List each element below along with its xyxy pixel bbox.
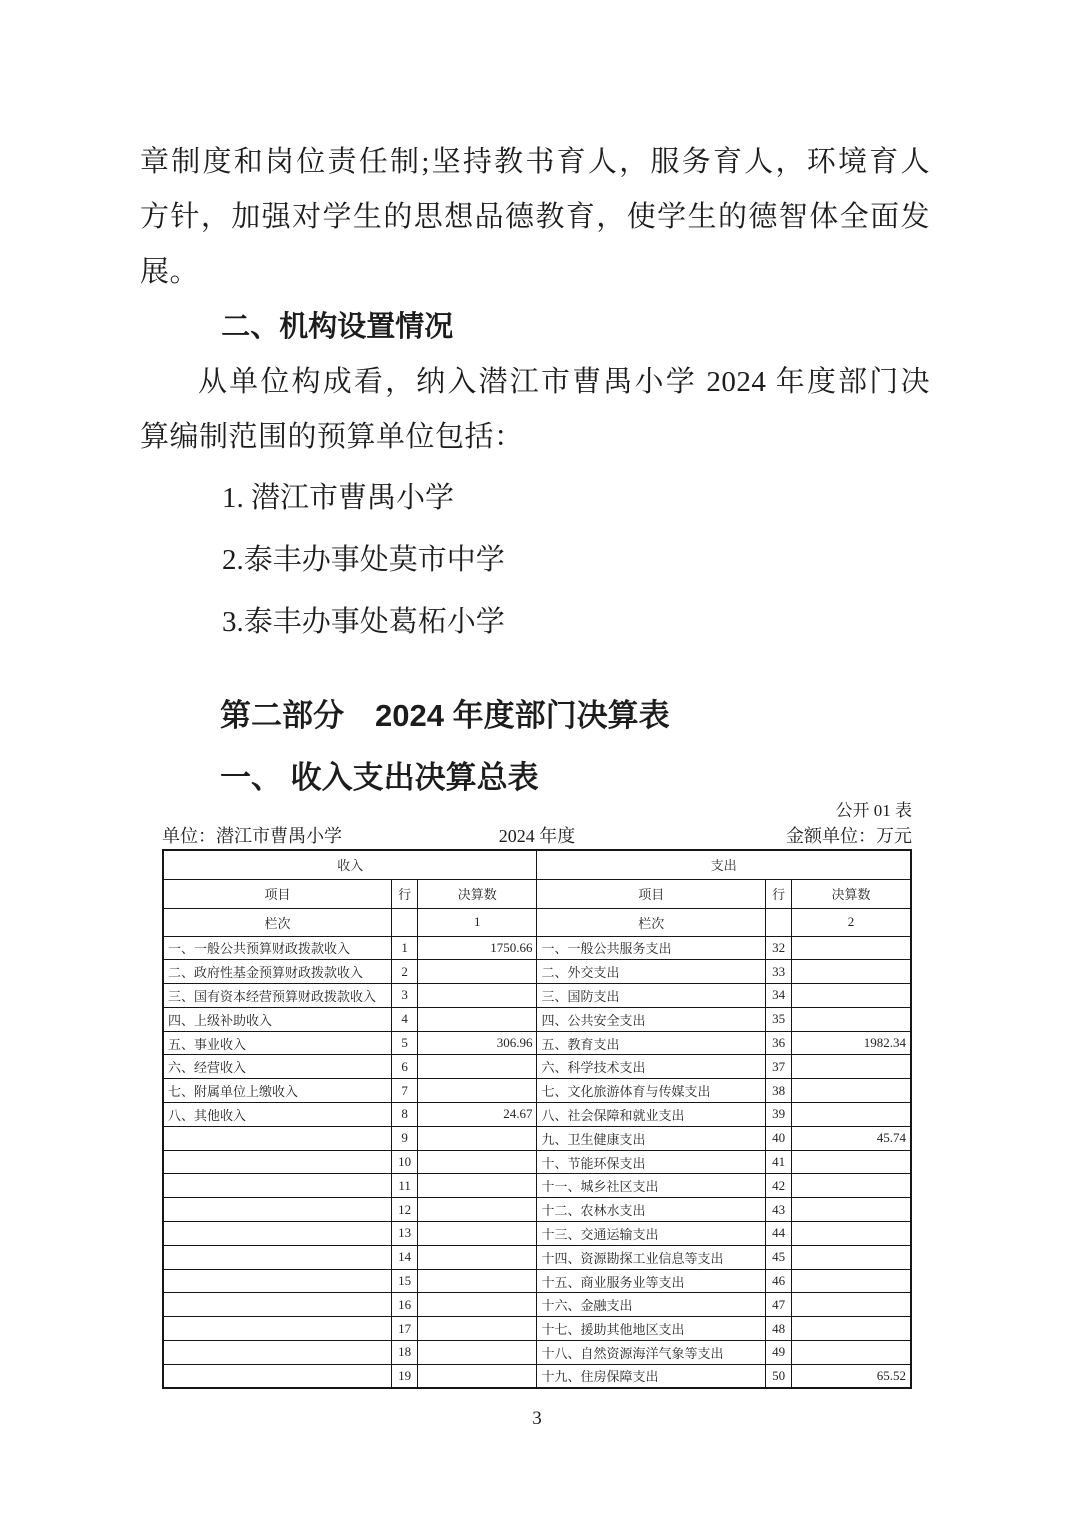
expense-amount-cell (792, 984, 911, 1008)
expense-amount-cell (792, 1222, 911, 1246)
expense-item-cell: 十九、住房保障支出 (537, 1364, 766, 1388)
table-row (163, 850, 911, 879)
table-row (163, 1222, 911, 1246)
income-item-cell (163, 1317, 392, 1341)
income-amount-cell (418, 1055, 537, 1079)
expense-item-cell: 十七、援助其他地区支出 (537, 1317, 766, 1341)
expense-item-cell: 十六、金融支出 (537, 1293, 766, 1317)
expense-item-cell: 十五、商业服务业等支出 (537, 1269, 766, 1293)
income-amount-cell (418, 1174, 537, 1198)
expense-amount-cell (792, 1055, 911, 1079)
expense-amount-cell (792, 1007, 911, 1031)
income-line-cell: 14 (392, 1245, 418, 1269)
expense-item-cell: 十、节能环保支出 (537, 1150, 766, 1174)
income-line-cell: 9 (392, 1126, 418, 1150)
expense-line-cell: 33 (766, 960, 792, 984)
expense-amount-cell (792, 1198, 911, 1222)
expense-line-cell: 49 (766, 1341, 792, 1365)
income-item-cell: 四、上级补助收入 (163, 1007, 392, 1031)
income-item-cell (163, 1198, 392, 1222)
income-item-cell: 八、其他收入 (163, 1103, 392, 1127)
table-meta-row (162, 823, 912, 849)
expense-column-number: 2 (792, 908, 911, 936)
expense-amount-cell (792, 936, 911, 960)
income-line-cell: 16 (392, 1293, 418, 1317)
part-two-heading: 第二部分 2024 年度部门决算表 (220, 698, 670, 733)
expense-line-cell: 46 (766, 1269, 792, 1293)
income-item-header: 项目 (163, 879, 392, 908)
income-amount-cell (418, 1341, 537, 1365)
expense-item-cell: 十四、资源勘探工业信息等支出 (537, 1245, 766, 1269)
expense-line-cell: 42 (766, 1174, 792, 1198)
expense-item-cell: 十三、交通运输支出 (537, 1222, 766, 1246)
income-item-cell (163, 1364, 392, 1388)
expense-item-cell: 七、文化旅游体育与传媒支出 (537, 1079, 766, 1103)
table-tag: 公开 01 表 (835, 801, 912, 820)
expense-amount-cell: 45.74 (792, 1126, 911, 1150)
income-amount-cell: 24.67 (418, 1103, 537, 1127)
table-row (163, 936, 911, 960)
expense-line-cell: 38 (766, 1079, 792, 1103)
expense-line-cell: 50 (766, 1364, 792, 1388)
expense-line-cell: 40 (766, 1126, 792, 1150)
expense-lanci-label: 栏次 (537, 908, 766, 936)
expense-line-cell: 45 (766, 1245, 792, 1269)
table-row (163, 984, 911, 1008)
expense-line-cell: 36 (766, 1031, 792, 1055)
table-row (163, 1269, 911, 1293)
table-row (163, 1103, 911, 1127)
income-line-cell: 5 (392, 1031, 418, 1055)
income-item-cell (163, 1150, 392, 1174)
expense-item-header: 项目 (537, 879, 766, 908)
income-item-cell (163, 1341, 392, 1365)
table-row (163, 1198, 911, 1222)
income-lanci-line-cell (392, 908, 418, 936)
table-body (163, 936, 911, 1388)
table-row (163, 908, 911, 936)
income-item-cell: 三、国有资本经营预算财政拨款收入 (163, 984, 392, 1008)
expense-amount-cell (792, 1317, 911, 1341)
income-amount-header: 决算数 (418, 879, 537, 908)
intro-line: 章制度和岗位责任制;坚持教书育人，服务育人，环境育人 (140, 146, 930, 178)
income-amount-cell: 306.96 (418, 1031, 537, 1055)
table-row (163, 1364, 911, 1388)
income-item-cell: 二、政府性基金预算财政拨款收入 (163, 960, 392, 984)
income-item-cell (163, 1126, 392, 1150)
income-line-cell: 12 (392, 1198, 418, 1222)
expense-item-cell: 十一、城乡社区支出 (537, 1174, 766, 1198)
income-line-cell: 4 (392, 1007, 418, 1031)
income-line-cell: 6 (392, 1055, 418, 1079)
table-row (163, 1079, 911, 1103)
income-line-cell: 8 (392, 1103, 418, 1127)
meta-unit-label: 单位：潜江市曹禺小学 (162, 826, 342, 846)
income-amount-cell (418, 1079, 537, 1103)
expense-amount-cell (792, 1245, 911, 1269)
expense-line-cell: 44 (766, 1222, 792, 1246)
expense-amount-header: 决算数 (792, 879, 911, 908)
organization-list (140, 467, 930, 653)
table-row (163, 1055, 911, 1079)
expense-amount-cell (792, 1174, 911, 1198)
expense-item-cell: 二、外交支出 (537, 960, 766, 984)
income-line-cell: 13 (392, 1222, 418, 1246)
expense-amount-cell (792, 1150, 911, 1174)
intro-line: 方针，加强对学生的思想品德教育，使学生的德智体全面发 (140, 201, 930, 233)
expense-line-cell: 47 (766, 1293, 792, 1317)
income-amount-cell (418, 1007, 537, 1031)
expense-item-cell: 十八、自然资源海洋气象等支出 (537, 1341, 766, 1365)
organization-list-item: 2.泰丰办事处莫市中学 (222, 544, 505, 576)
expense-section-header: 支出 (537, 850, 911, 879)
expense-amount-cell: 65.52 (792, 1364, 911, 1388)
intro-paragraph (140, 135, 930, 300)
income-line-cell: 2 (392, 960, 418, 984)
income-item-cell: 六、经营收入 (163, 1055, 392, 1079)
income-line-cell: 7 (392, 1079, 418, 1103)
income-amount-cell (418, 1150, 537, 1174)
expense-line-header: 行 (766, 879, 792, 908)
page-number: 3 (532, 1408, 542, 1429)
income-line-cell: 15 (392, 1269, 418, 1293)
income-line-cell: 1 (392, 936, 418, 960)
income-section-header: 收入 (163, 850, 537, 879)
expense-line-cell: 39 (766, 1103, 792, 1127)
table-row (163, 1150, 911, 1174)
organization-paragraph (140, 355, 930, 465)
organization-line: 算编制范围的预算单位包括： (140, 421, 524, 453)
table-row (163, 1007, 911, 1031)
table-row (163, 1126, 911, 1150)
table-row (163, 1341, 911, 1365)
organization-list-item: 3.泰丰办事处葛柘小学 (222, 606, 505, 638)
expense-lanci-line-cell (766, 908, 792, 936)
income-line-cell: 10 (392, 1150, 418, 1174)
expense-line-cell: 43 (766, 1198, 792, 1222)
income-amount-cell (418, 1364, 537, 1388)
income-amount-cell (418, 984, 537, 1008)
income-item-cell: 一、一般公共预算财政拨款收入 (163, 936, 392, 960)
table-section (162, 799, 912, 1389)
expense-item-cell: 十二、农林水支出 (537, 1198, 766, 1222)
income-column-number: 1 (418, 908, 537, 936)
income-item-cell (163, 1174, 392, 1198)
expense-amount-cell: 1982.34 (792, 1031, 911, 1055)
meta-amount-unit: 金额单位：万元 (786, 826, 912, 846)
income-line-cell: 18 (392, 1341, 418, 1365)
income-item-cell (163, 1222, 392, 1246)
expense-item-cell: 六、科学技术支出 (537, 1055, 766, 1079)
income-item-cell (163, 1293, 392, 1317)
income-item-cell (163, 1269, 392, 1293)
income-amount-cell (418, 1198, 537, 1222)
table-row (163, 1031, 911, 1055)
expense-item-cell: 四、公共安全支出 (537, 1007, 766, 1031)
expense-line-cell: 41 (766, 1150, 792, 1174)
expense-amount-cell (792, 1293, 911, 1317)
table-row (163, 1174, 911, 1198)
expense-item-cell: 五、教育支出 (537, 1031, 766, 1055)
expense-line-cell: 32 (766, 936, 792, 960)
table-row (163, 879, 911, 908)
income-amount-cell: 1750.66 (418, 936, 537, 960)
table-row (163, 1245, 911, 1269)
income-amount-cell (418, 1126, 537, 1150)
expense-amount-cell (792, 960, 911, 984)
section-heading-organization: 二、机构设置情况 (221, 311, 454, 343)
table-row (163, 1293, 911, 1317)
income-line-cell: 17 (392, 1317, 418, 1341)
income-lanci-label: 栏次 (163, 908, 392, 936)
organization-line: 从单位构成看，纳入潜江市曹禺小学 2024 年度部门决 (198, 366, 930, 398)
organization-list-item: 1. 潜江市曹禺小学 (222, 482, 455, 514)
income-amount-cell (418, 1222, 537, 1246)
expense-item-cell: 一、一般公共服务支出 (537, 936, 766, 960)
income-item-cell (163, 1245, 392, 1269)
income-amount-cell (418, 1269, 537, 1293)
expense-amount-cell (792, 1341, 911, 1365)
income-line-header: 行 (392, 879, 418, 908)
expense-line-cell: 34 (766, 984, 792, 1008)
expense-line-cell: 37 (766, 1055, 792, 1079)
expense-item-cell: 九、卫生健康支出 (537, 1126, 766, 1150)
income-line-cell: 3 (392, 984, 418, 1008)
table-row (163, 1317, 911, 1341)
income-line-cell: 11 (392, 1174, 418, 1198)
expense-amount-cell (792, 1103, 911, 1127)
expense-amount-cell (792, 1269, 911, 1293)
expense-line-cell: 48 (766, 1317, 792, 1341)
document-content (140, 0, 930, 1389)
income-amount-cell (418, 1293, 537, 1317)
expense-item-cell: 八、社会保障和就业支出 (537, 1103, 766, 1127)
expense-amount-cell (792, 1079, 911, 1103)
expense-item-cell: 三、国防支出 (537, 984, 766, 1008)
income-amount-cell (418, 960, 537, 984)
income-amount-cell (418, 1317, 537, 1341)
table-title: 一、 收入支出决算总表 (220, 760, 539, 795)
income-line-cell: 19 (392, 1364, 418, 1388)
meta-year-label: 2024 年度 (498, 826, 576, 846)
expense-line-cell: 35 (766, 1007, 792, 1031)
income-expenditure-table (162, 849, 912, 1389)
income-item-cell: 七、附属单位上缴收入 (163, 1079, 392, 1103)
income-item-cell: 五、事业收入 (163, 1031, 392, 1055)
income-amount-cell (418, 1245, 537, 1269)
intro-line: 展。 (140, 256, 200, 288)
table-row (163, 960, 911, 984)
